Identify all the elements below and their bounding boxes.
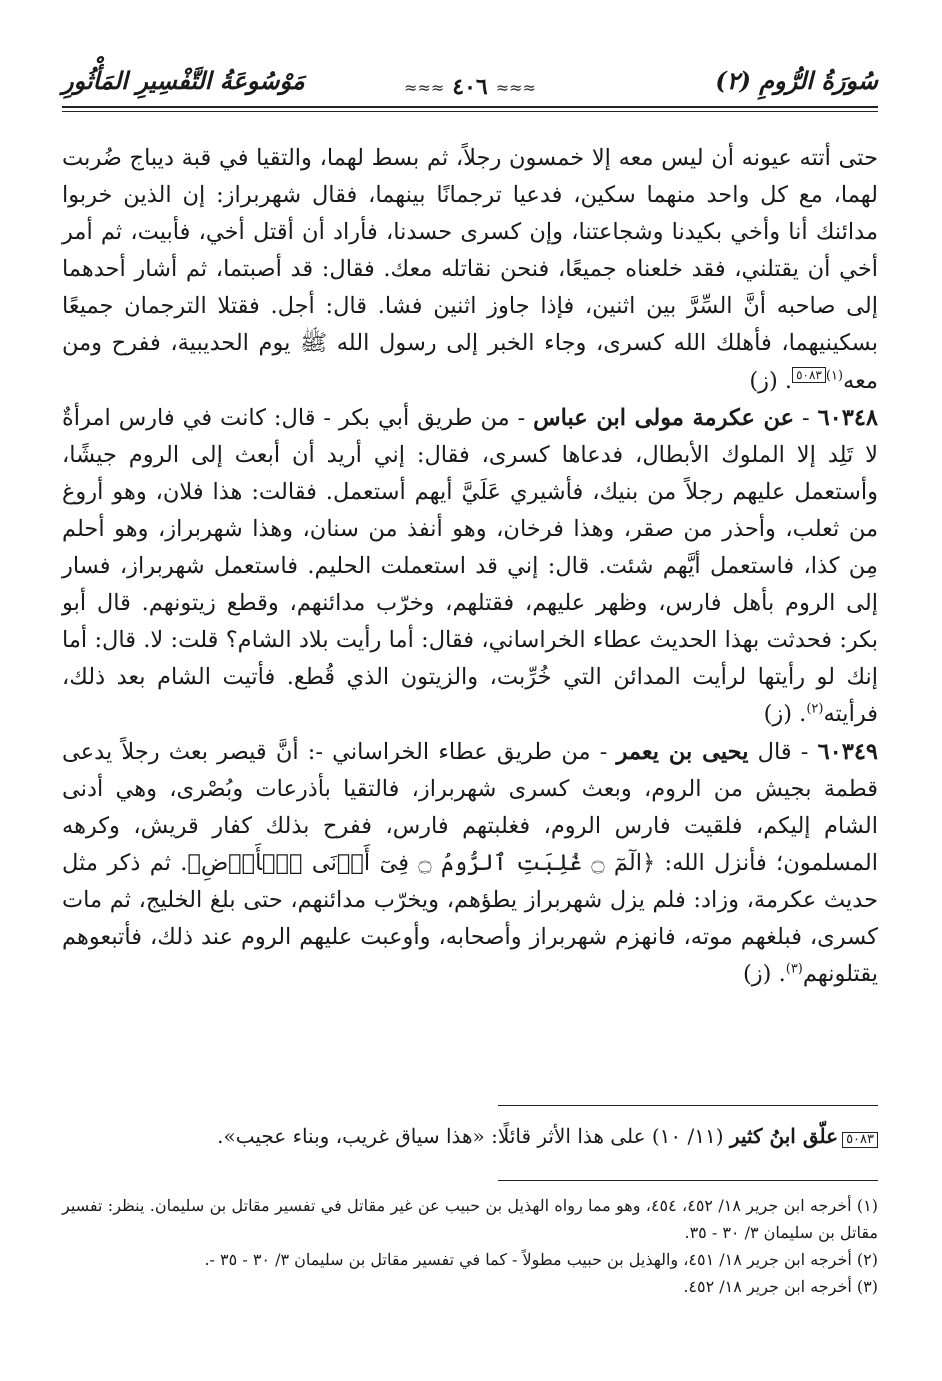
paragraph-text: - من طريق عطاء الخراساني -: أنَّ قيصر بعث رجلاً يدعى قطمة بجيش من الروم، وبعث كسرى شهربراز، فالتقيا بأذرعات وبُصْرى، وهي أدنى الشام إليكم، فلقيت فارس الروم، فغلبتهم فارس، ففرح بذلك كفار قريش، وكرهه المسلمون؛ فأنزل الله: ﴿الٓمٓ ۝ غُلِبَتِ ٱلرُّومُ ۝ فِىٓ أَدۡنَى ٱلۡأَرۡضِ﴾. ثم ذكر مثل حديث عكرمة، وزاد: فلم يزل شهربراز يطؤهم، ويخرّب مدائنهم، حتى بلغ الخليج، ثم مات كسرى، فبلغهم موته، فانهزم شهربراز وأصحابه، وأوعبت عليهم الروم عند ذلك، فأتبعوهم يقتلونهم (62, 738, 878, 988)
source-code: . (ز) (763, 701, 807, 728)
entry-number: ٦٠٣٤٨ (817, 404, 878, 431)
footnote-marker: (١) (825, 368, 844, 384)
source-code: . (ز) (749, 367, 793, 394)
header-rule (62, 106, 878, 108)
paragraph-text: - من طريق أبي بكر - قال: كانت في فارس امرأةٌ لا تَلِد إلا الملوك الأبطال، فدعاها كسرى، فقال: إني أريد أن أبعث إلى الروم جيشًا، وأستعمل عليهم رجلاً من بنيك، فأشيري عَلَيَّ أيهم أستعمل. فقالت: هذا فلان، وهو أروغ من ثعلب، وأحذر من صقر، وهذا فرخان، وهو أنفذ من سنان، وهذا شهربراز، وهو أحلم مِن كذا، فاستعمل أيَّهم شئت. قال: إني قد استعملت الحليم. فاستعمل شهربراز، فسار إلى الروم بأهل فارس، وظهر عليهم، فقتلهم، وخرّب مدائنهم، وقطع زيتونهم. قال أبو بكر: فحدثت بهذا الحديث عطاء الخراساني، فقال: أما رأيت بلاد الشام؟ قلت: لا. قال: أما إنك لو رأيتها لرأيت المدائن التي خُرِّبت، والزيتون الذي قُطع. فأتيت الشام بعد ذلك، فرأيته (62, 404, 878, 728)
commentary-ref-box: ٥٠٨٣ (842, 1132, 878, 1148)
note-separator (498, 1105, 878, 1106)
commentary-note (62, 1105, 878, 1155)
paragraph-text: حتى أتته عيونه أن ليس معه إلا خمسون رجلاً، ثم بسط لهما، والتقيا في قبة ديباج ضُربت لهما، مع كل واحد منهما سكين، فدعيا ترجمانًا بينهما، فقال شهربراز: إن الذين خربوا مدائنك أنا وأخي بكيدنا وشجاعتنا، وإن كسرى حسدنا، فأراد أن أقتل أخي، فأبيت، ثم أمر أخي أن يقتلني، فقد خلعناه جميعًا، فنحن نقاتله معك. فقال: قد أصبتما، ثم أشار أحدهما إلى صاحبه أنَّ السِّرَّ بين اثنين، فإذا جاوز اثنين فشا. قال: أجل. فقتلا الترجمان جميعًا بسكينيهما، فأهلك الله كسرى، وجاء الخبر إلى رسول الله ﷺ يوم الحديبية، ففرح ومن معه (62, 145, 878, 394)
narration-entry (62, 734, 878, 994)
footnote: (٣) أخرجه ابن جرير ١٨/ ٤٥٢. (683, 1277, 878, 1296)
page-number-area (404, 74, 536, 100)
surah-running-title: سُورَةُ الرُّومِ (٢) (715, 66, 878, 95)
commentator-name: علّق ابنُ كثير (729, 1124, 839, 1148)
narrator-name: عن عكرمة مولى ابن عباس (533, 404, 795, 431)
page-number: ٤٠٦ (452, 74, 488, 100)
main-text (62, 140, 878, 993)
paragraph-continuation (62, 140, 878, 400)
footnote: (١) أخرجه ابن جرير ١٨/ ٤٥٢، ٤٥٤، وهو مما رواه الهذيل بن حبيب عن غير مقاتل في تفسير مقاتل بن سليمان. ينظر: تفسير مقاتل بن سليمان ٣/ ٣٠ - ٣٥. (62, 1196, 879, 1242)
commentary-text (62, 1121, 878, 1151)
entry-number: ٦٠٣٤٩ (817, 738, 878, 765)
ornament-left-icon: ≈≈≈ (404, 77, 445, 97)
footnote: (٢) أخرجه ابن جرير ١٨/ ٤٥١، والهذيل بن حبيب مطولاً - كما في تفسير مقاتل بن سليمان ٣/ ٣٠ - ٣٥ -. (204, 1250, 878, 1269)
narration-entry: ٦٠٣٤٨ - عن عكرمة مولى ابن عباس - من طريق أبي بكر - قال: كانت في فارس امرأةٌ لا تَلِد إلا الملوك الأبطال، فدعاها كسرى، فقال: إني أريد أن أبعث إلى الروم جيشًا، وأستعمل عليهم رجلاً من بنيك، فأشيري عَلَيَّ أيهم أستعمل. فقالت: هذا فلان، وهو أروغ من ثعلب، وأحذر من صقر، وهذا فرخان، وهو أنفذ من سنان، وهذا شهربراز، وهو أحلم مِن كذا، فاستعمل أيَّهم شئت. قال: إني قد استعملت الحليم. فاستعمل شهربراز، فسار إلى الروم بأهل فارس، وظهر عليهم، فقتلهم، وخرّب مدائنهم، وقطع زيتونهم. قال أبو بكر: فحدثت بهذا الحديث عطاء الخراساني، فقال: أما رأيت بلاد الشام؟ قلت: لا. قال: أما إنك لو رأيتها لرأيت المدائن التي خُرِّبت، والزيتون الذي قُطع. فأتيت الشام بعد ذلك، فرأيته$^{(٢)}$. (ز) (62, 404, 878, 728)
said-prefix: - قال (748, 738, 818, 765)
header-rule-thin (62, 111, 878, 112)
commentary-ref-box: ٥٠٨٣ (792, 367, 826, 383)
footnote-separator (498, 1180, 878, 1181)
book-running-title: مَوْسُوعَةُ التَّفْسِيرِ المَأْثُورِ (62, 66, 305, 95)
footnote-list (62, 1192, 878, 1300)
source-code: . (ز) (743, 961, 786, 988)
commentary-body: (١١/ ١٠) على هذا الأثر قائلًا: «هذا سياق غريب، وبناء عجيب». (217, 1124, 730, 1148)
narrator-name: يحيى بن يعمر (616, 738, 749, 765)
ornament-right-icon: ≈≈≈ (495, 77, 536, 97)
page-header (62, 62, 878, 112)
footnote-marker: (٣) (785, 961, 803, 977)
footnote-marker: (٢) (806, 701, 824, 717)
